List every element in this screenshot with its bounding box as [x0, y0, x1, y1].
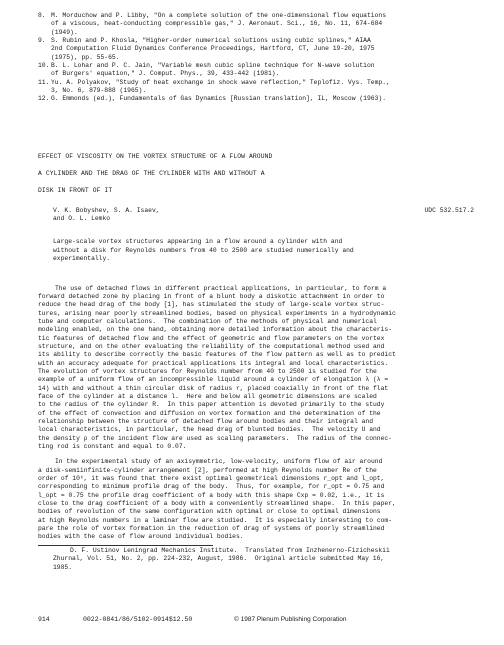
text-line: relationship between the structure of detached flow around bodies and their integral and — [38, 418, 374, 425]
reference-line: (1949). — [51, 28, 78, 36]
author-block — [38, 207, 474, 224]
reference-list — [38, 12, 474, 104]
text-line: ting rod is constant and equal to 0.07. — [38, 443, 187, 451]
text-line: order of 10⁶, it was found that there exist optimal geometrical dimensions r_opt and l_opt, — [38, 475, 385, 483]
reference-item — [38, 95, 474, 103]
text-line: its ability to describe correctly the basic features of the flow pattern as well as to predict — [38, 351, 396, 359]
body-paragraph-2 — [38, 458, 474, 541]
footnote-divider — [38, 545, 213, 546]
text-line: example of a uniform flow of an incompressible liquid around a cylinder of elongation λ (λ = — [38, 376, 389, 384]
reference-item — [38, 37, 474, 62]
reference-number: 12. — [38, 95, 50, 103]
text-line: tube and computer calculations. The combination of the methods of physical and numerical — [38, 317, 377, 325]
text-line: bodies with the case of flow around individual bodies. — [38, 533, 244, 541]
udc-code: UDC 532.517.2 — [424, 206, 474, 214]
reference-number: 8. — [38, 12, 46, 19]
text-line: close to the drag coefficient of a body with a conveniently streamlined shape. In this paper, — [38, 500, 396, 508]
reference-number: 11. — [38, 78, 50, 86]
text-line: of the effect of convection and diffusion on vortex formation and the determination of the — [38, 409, 381, 417]
title-line: DISK IN FRONT OF IT — [38, 186, 113, 194]
text-line: structure, and on the other evaluating the reliability of the computational method used and — [38, 342, 385, 350]
text-line: reduce the head drag of the body [1], has stimulated the study of large-scale vortex struc- — [38, 301, 385, 309]
copyright-notice: © 1987 Plenum Publishing Corporation — [234, 616, 347, 623]
reference-line: Yu. A. Polyakov, "Study of heat exchange in shock wave reflection," Teplofiz. Vys. Temp., — [51, 78, 390, 86]
reference-line: 3, No. 6, 879-888 (1965). — [51, 87, 147, 95]
text-line: In the experimental study of an axisymmetric, low-velocity, uniform flow of air around — [55, 458, 383, 466]
text-line: local characteristics, in particular, the head drag of blunted bodies. The velocity U and — [38, 426, 381, 434]
reference-item — [38, 12, 474, 37]
reference-number: 9. — [38, 37, 46, 45]
text-line: forward detached zone by placing in front of a blunt body a diskotic attachment in order to — [38, 292, 385, 300]
reference-line: of a viscous, heat-conducting compressible gas," J. Aeronaut. Sci., 16, No. 11, 674-684 — [51, 20, 383, 28]
abstract — [38, 238, 474, 263]
text-line: face of the cylinder at a distance l. Here and below all geometric dimensions are scaled — [38, 392, 377, 400]
text-line: a disk-semiinfinite-cylinder arrangement [2], performed at high Reynolds number Re of the — [38, 466, 377, 474]
article-title — [38, 148, 474, 199]
text-line: D. F. Ustinov Leningrad Mechanics Institute. Translated from Inzhenerno-Fizicheskii — [70, 546, 390, 554]
text-line: tic features of detached flow and the effect of geometric and flow parameters on the vortex — [38, 334, 385, 342]
reference-item — [38, 79, 474, 96]
issn-price: 0022-0841/86/5102-0914$12.50 — [83, 616, 193, 623]
footnote — [38, 547, 474, 572]
reference-item — [38, 62, 474, 79]
author-line: V. K. Bobyshev, S. A. Isaev, — [53, 206, 160, 214]
text-line: tures, arising near poorly streamlined bodies, based on physical experiments in a hydrodynamic — [38, 309, 396, 317]
abstract-line: without a disk for Reynolds numbers from 40 to 2500 are studied numerically and — [53, 246, 354, 254]
text-line: corresponding to minimum profile drag of the body. Thus, for example, for r_opt = 0.75 and — [38, 483, 385, 491]
text-line: bodies of revolution of the same configuration with optimal or close to optimal dimensions — [38, 508, 381, 516]
page-number: 914 — [38, 616, 50, 623]
body-paragraph-1 — [38, 285, 474, 452]
reference-line: G. Emmonds (ed.), Fundamentals of Gas Dynamics [Russian translation], IL, Moscow (1963). — [51, 95, 387, 103]
text-line: modeling enabled, on the one hand, obtaining more detailed information about the characteris- — [38, 326, 393, 334]
reference-line: of Burgers' equation," J. Comput. Phys., 39, 433-442 (1981). — [51, 70, 280, 78]
reference-line: 2nd Computation Fluid Dynamics Conference Proceedings, Hartford, CT, June 19-20, 1975 — [51, 45, 375, 53]
reference-number: 10. — [38, 62, 50, 70]
text-line: the density ρ of the incident flow are used as scaling parameters. The radius of the connec- — [38, 434, 393, 442]
title-line: A CYLINDER AND THE DRAG OF THE CYLINDER WITH AND WITHOUT A — [38, 169, 265, 177]
text-line: at high Reynolds numbers in a laminar flow are studied. It is especially interesting to com- — [38, 516, 393, 524]
text-line: l_opt = 0.75 the profile drag coefficient of a body with this shape Cxp = 0.02, i.e., it is — [38, 491, 385, 499]
title-line: EFFECT OF VISCOSITY ON THE VORTEX STRUCTURE OF A FLOW AROUND — [38, 152, 273, 160]
reference-line: S. Rubin and P. Khosla, "Higher-order numerical solutions using cubic splines," AIAA — [51, 37, 371, 45]
text-line: Zhurnal, Vol. 51, No. 2, pp. 224-232, August, 1986. Original article submitted May 16, — [53, 555, 385, 563]
journal-page — [38, 12, 474, 572]
abstract-line: Large-scale vortex structures appearing in a flow around a cylinder with and — [53, 238, 343, 246]
text-line: 14) with and without a thin circular disk of radius r, placed coaxially in front of the flat — [38, 384, 389, 392]
text-line: The evolution of vortex structures for Reynolds number from 40 to 2500 is studied for the — [38, 367, 377, 375]
abstract-line: experimentally. — [53, 255, 111, 263]
reference-line: (1975), pp. 55-65. — [51, 53, 120, 61]
text-line: The use of detached flows in different practical applications, in particular, to form a — [55, 284, 387, 292]
reference-line: B. L. Lohar and P. C. Jain, "Variable mesh cubic spline technique for N-wave solution — [51, 62, 375, 70]
text-line: with an accuracy adequate for practical applications its integral and local characteristics. — [38, 359, 389, 367]
text-line: pare the role of vortex formation in the reduction of drag of systems of poorly streamlined — [38, 525, 385, 533]
text-line: 1985. — [53, 563, 73, 571]
text-line: to the radius of the cylinder R. In this paper attention is devoted primarily to the study — [38, 401, 385, 409]
author-line: and O. L. Lemko — [53, 215, 111, 223]
reference-line: M. Morduchow and P. Libby, "On a complete solution of the one-dimensional flow equations — [51, 12, 387, 19]
